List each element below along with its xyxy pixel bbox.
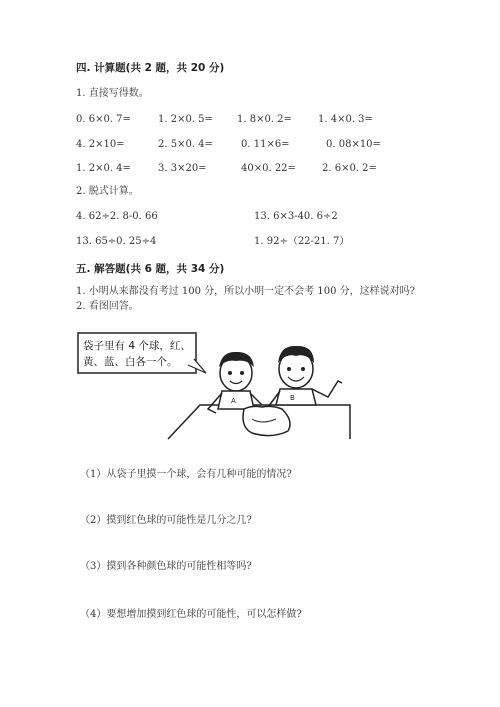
question-1-label: 1. 直接写得数。 [76, 88, 149, 99]
oral-calc-6: 2. 5×0. 4= [158, 139, 213, 150]
oral-calc-3: 1. 8×0. 2= [237, 114, 292, 125]
step-calc-1: 4. 62÷2. 8-0. 66 [76, 211, 158, 222]
sub-question-3: （3）摸到各种颜色球的可能性相等吗? [80, 561, 252, 572]
section-4-title: 四. 计算题(共 2 题，共 20 分) [76, 62, 225, 74]
svg-text:B: B [290, 394, 295, 402]
problem-2-text: 2. 看图回答。 [76, 301, 139, 312]
sub-question-4: （4）要想增加摸到红色球的可能性，可以怎样做? [80, 609, 302, 620]
problem-1-text: 1. 小明从来都没有考过 100 分，所以小明一定不会考 100 分，这样说对吗? [76, 286, 415, 297]
oral-calc-10: 3. 3×20= [158, 163, 207, 174]
oral-calc-9: 1. 2×0. 4= [76, 163, 131, 174]
step-calc-4: 1. 92÷（22-21. 7） [254, 236, 350, 247]
step-calc-3: 13. 65÷0. 25÷4 [76, 236, 157, 247]
oral-calc-11: 40×0. 22= [241, 163, 296, 174]
children-with-bag-illustration [76, 329, 352, 443]
section-5-title: 五. 解答题(共 6 题，共 34 分) [76, 263, 225, 275]
sub-question-1: （1）从袋子里摸一个球，会有几种可能的情况? [80, 469, 292, 480]
bubble-line-2: 黄、蓝、白各一个。 [83, 356, 178, 368]
oral-calc-4: 1. 4×0. 3= [318, 114, 373, 125]
sub-question-2: （2）摸到红色球的可能性是几分之几? [80, 515, 252, 526]
oral-calc-8: 0. 08×10= [326, 139, 381, 150]
svg-text:A: A [231, 397, 236, 405]
oral-calc-12: 2. 6×0. 2= [322, 163, 377, 174]
oral-calc-1: 0. 6×0. 7= [76, 114, 131, 125]
question-2-label: 2. 脱式计算。 [76, 186, 139, 197]
oral-calc-2: 1. 2×0. 5= [158, 114, 213, 125]
oral-calc-5: 4. 2×10= [76, 139, 125, 150]
oral-calc-7: 0. 11×6= [241, 139, 290, 150]
bubble-line-1: 袋子里有 4 个球，红、 [83, 340, 191, 352]
step-calc-2: 13. 6×3-40. 6÷2 [254, 211, 338, 222]
